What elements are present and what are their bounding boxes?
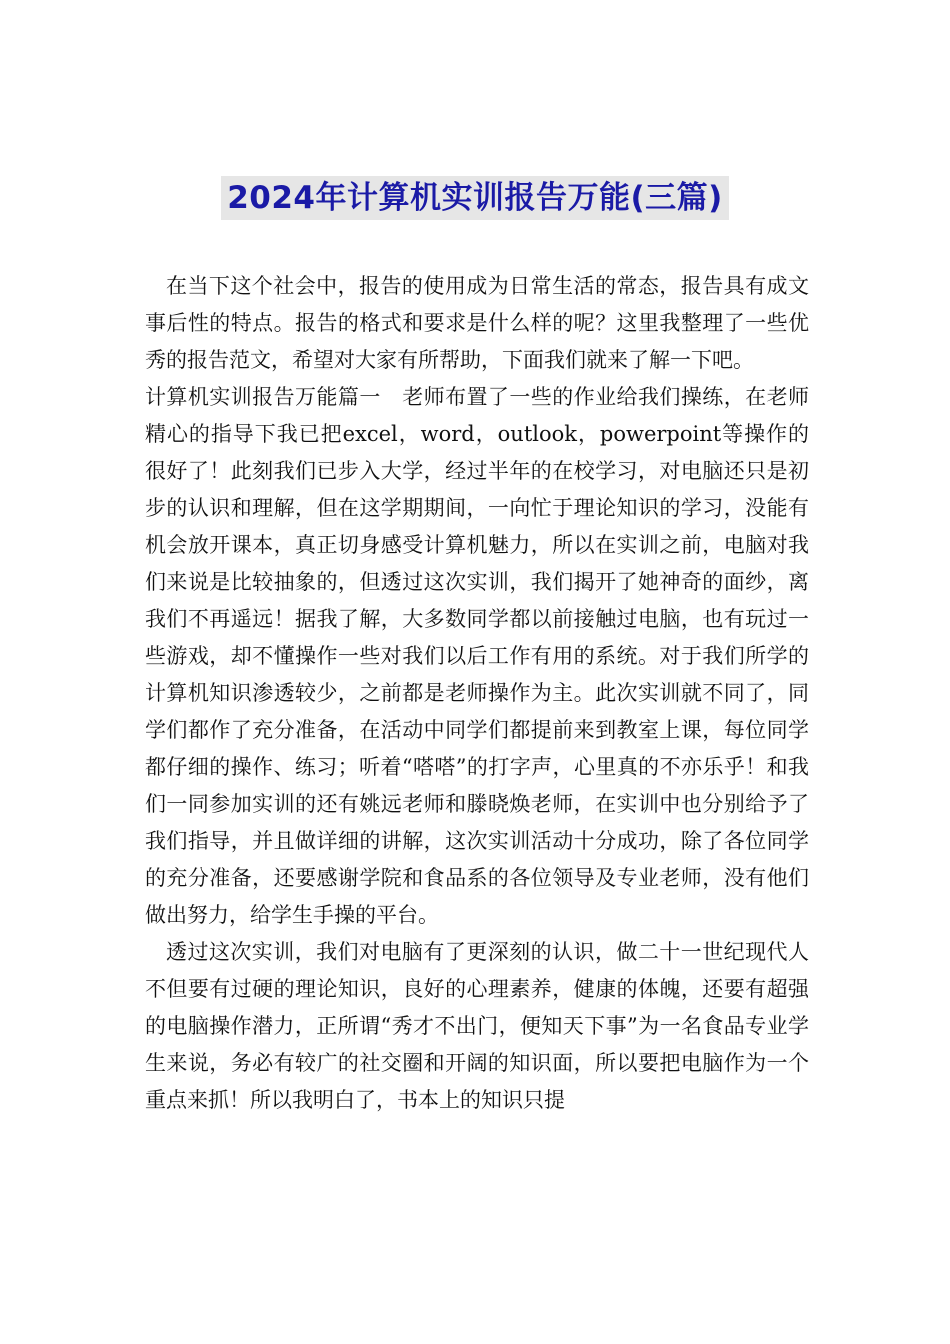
document-title: 2024年计算机实训报告万能(三篇)	[221, 176, 729, 220]
section-one-paragraph: 计算机实训报告万能篇一 老师布置了一些的作业给我们操练，在老师精心的指导下我已把excel，word，outlook，powerpoint等操作的很好了！此刻我们已步入大学，经过半年的在校学习，对电脑还只是初步的认识和理解，但在这学期期间，一向忙于理论知识的学习，没能有机会放开课本，真正切身感受计算机魅力，所以在实训之前，电脑对我们来说是比较抽象的，但透过这次实训，我们揭开了她神奇的面纱，离我们不再遥远！据我了解，大多数同学都以前接触过电脑，也有玩过一些游戏，却不懂操作一些对我们以后工作有用的系统。对于我们所学的计算机知识渗透较少，之前都是老师操作为主。此次实训就不同了，同学们都作了充分准备，在活动中同学们都提前来到教室上课，每位同学都仔细的操作、练习；听着“嗒嗒”的打字声，心里真的不亦乐乎！和我们一同参加实训的还有姚远老师和滕晓焕老师，在实训中也分别给予了我们指导，并且做详细的讲解，这次实训活动十分成功，除了各位同学的充分准备，还要感谢学院和食品系的各位领导及专业老师，没有他们做出努力，给学生手操的平台。	[145, 385, 809, 927]
document-body	[145, 268, 809, 1119]
intro-paragraph: 在当下这个社会中，报告的使用成为日常生活的常态，报告具有成文事后性的特点。报告的格式和要求是什么样的呢？这里我整理了一些优秀的报告范文，希望对大家有所帮助，下面我们就来了解一下吧。	[145, 274, 809, 372]
title-container	[0, 176, 950, 220]
reflection-paragraph: 透过这次实训，我们对电脑有了更深刻的认识，做二十一世纪现代人不但要有过硬的理论知识，良好的心理素养，健康的体魄，还要有超强的电脑操作潜力，正所谓“秀才不出门，便知天下事”为一名食品专业学生来说，务必有较广的社交圈和开阔的知识面，所以要把电脑作为一个重点来抓！所以我明白了，书本上的知识只提	[145, 940, 809, 1112]
